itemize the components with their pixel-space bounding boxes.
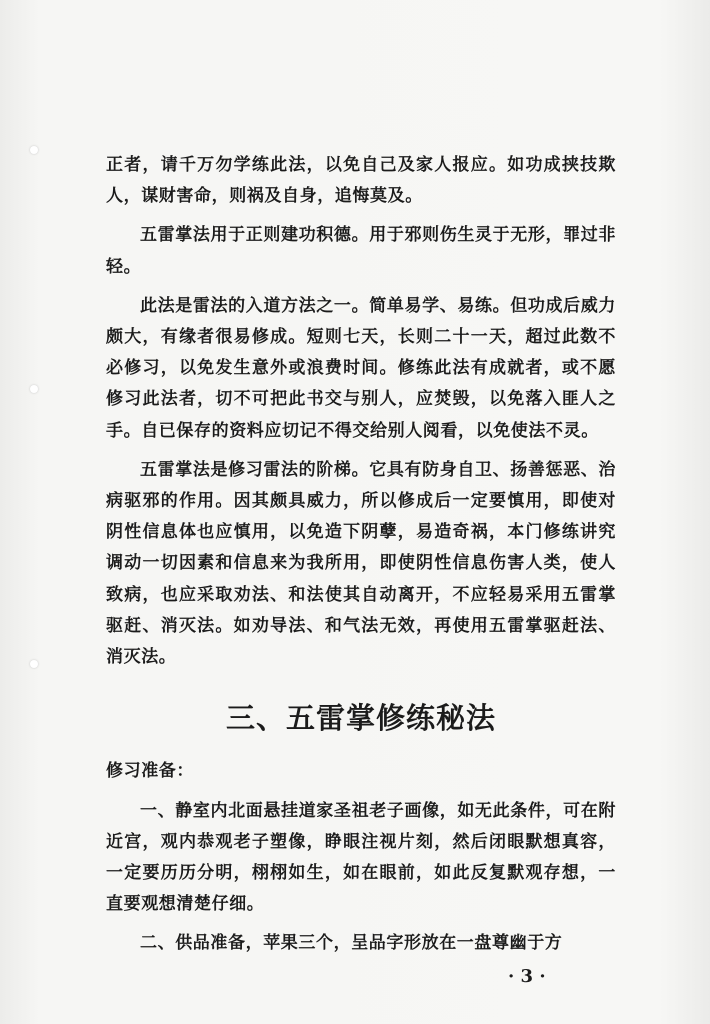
binding-hole [30,146,38,154]
binding-hole [30,385,38,393]
body-text [106,150,616,968]
paragraph: 正者，请千万勿学练此法，以免自己及家人报应。如功成挟技欺人，谋财害命，则祸及自身，追悔莫及。 [106,155,616,207]
binding-hole [30,660,38,668]
prep-label: 修习准备： [106,761,194,782]
paragraph: 二、供品准备，苹果三个，呈品字形放在一盘尊幽于方 [140,933,563,954]
section-heading: 三、五雷掌修练秘法 [225,701,496,736]
paragraph: 一、静室内北面悬挂道家圣祖老子画像，如无此条件，可在附近宫，观内恭观老子塑像，睁眼注视片刻，然后闭眼默想真容，一定要历历分明，栩栩如生，如在眼前，如此反复默观存想，一直要观想清楚仔细。 [106,800,616,915]
page-number: · 3 · [508,966,546,987]
paragraph: 五雷掌法用于正则建功积德。用于邪则伤生灵于无形，罪过非轻。 [106,225,616,277]
paragraph: 此法是雷法的入道方法之一。简单易学、易练。但功成后威力颇大，有缘者很易修成。短则七天，长则二十一天，超过此数不必修习，以免发生意外或浪费时间。修练此法有成就者，或不愿修习此法者，切不可把此书交与别人，应焚毁，以免落入匪人之手。自已保存的资料应切记不得交给别人阅看，以免使法不灵。 [106,295,616,441]
paragraph: 五雷掌法是修习雷法的阶梯。它具有防身自卫、扬善惩恶、治病驱邪的作用。因其颇具威力，所以修成后一定要慎用，即使对阴性信息体也应慎用，以免造下阴孽，易造奇祸，本门修练讲究调动一切因素和信息来为我所用，即使阴性信息伤害人类，使人致病，也应采取劝法、和法使其自动离开，不应轻易采用五雷掌驱赶、消灭法。如劝导法、和气法无效，再使用五雷掌驱赶法、消灭法。 [106,459,616,668]
